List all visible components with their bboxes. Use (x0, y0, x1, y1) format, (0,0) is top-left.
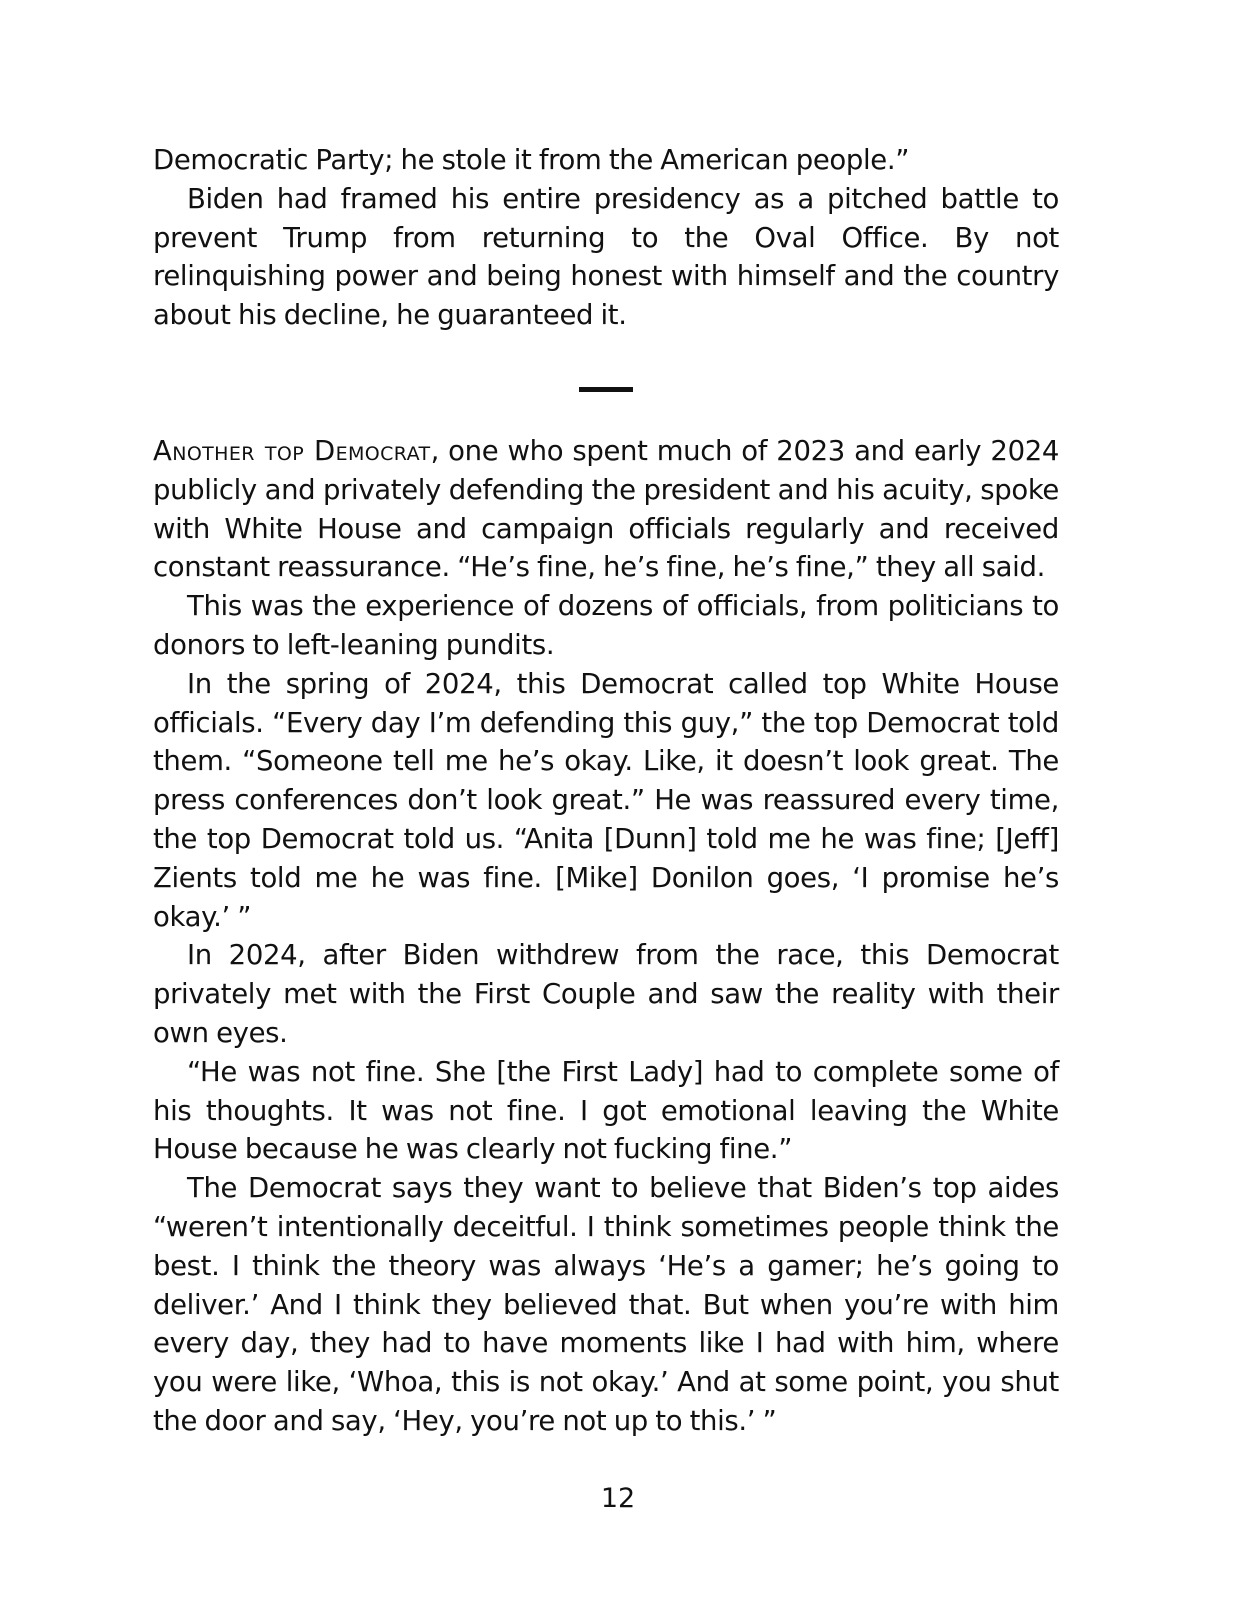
section-lead-rest: , one who spent much of 2023 and early 2024 publicly and privately defending the president and his acuity, spoke with White House and campaign officials regularly and received constant reassurance. “He’s fine, he’s fine, he’s fine,” they all said. (153, 434, 1060, 584)
page-body (153, 141, 1059, 1441)
section-break-divider (579, 387, 633, 392)
paragraph-continuation: Democratic Party; he stole it from the American people.” (153, 144, 910, 176)
paragraph-withdrawal: In 2024, after Biden withdrew from the race, this Democrat privately met with the First Couple and saw the reality with their own eyes. (153, 939, 1059, 1049)
paragraph-officials-experience: This was the experience of dozens of officials, from politicians to donors to left-leaning pundits. (153, 590, 1059, 661)
paragraph-aides-deceit: The Democrat says they want to believe that Biden’s top aides “weren’t intentionally deceitful. I think sometimes people think the best. I think the theory was always ‘He’s a gamer; he’s going to deliver.’ And I think they believed that. But when you’re with him every day, they had to have moments like I had with him, where you were like, ‘Whoa, this is not okay.’ And at some point, you shut the door and say, ‘Hey, you’re not up to this.’ ” (153, 1172, 1059, 1437)
paragraph-biden-presidency: Biden had framed his entire presidency as a pitched battle to prevent Trump from returning to the Oval Office. By not relinquishing power and being honest with himself and the country about his decline, he guaranteed it. (153, 182, 1059, 332)
paragraph-section-opening (153, 432, 1059, 587)
section-lead-in: Another top Democrat (153, 434, 431, 467)
paragraph-spring-2024: In the spring of 2024, this Democrat called top White House officials. “Every day I’m defending this guy,” the top Democrat told them. “Someone tell me he’s okay. Like, it doesn’t look great. The press conferences don’t look great.” He was reassured every time, the top Democrat told us. “Anita [Dunn] told me he was fine; [Jeff] Zients told me he was fine. [Mike] Donilon goes, ‘I promise he’s okay.’ ” (153, 667, 1059, 933)
paragraph-not-fine-quote: “He was not fine. She [the First Lady] had to complete some of his thoughts. It was not fine. I got emotional leaving the White House because he was clearly not fucking fine.” (153, 1055, 1059, 1166)
page-number: 12 (600, 1483, 636, 1514)
